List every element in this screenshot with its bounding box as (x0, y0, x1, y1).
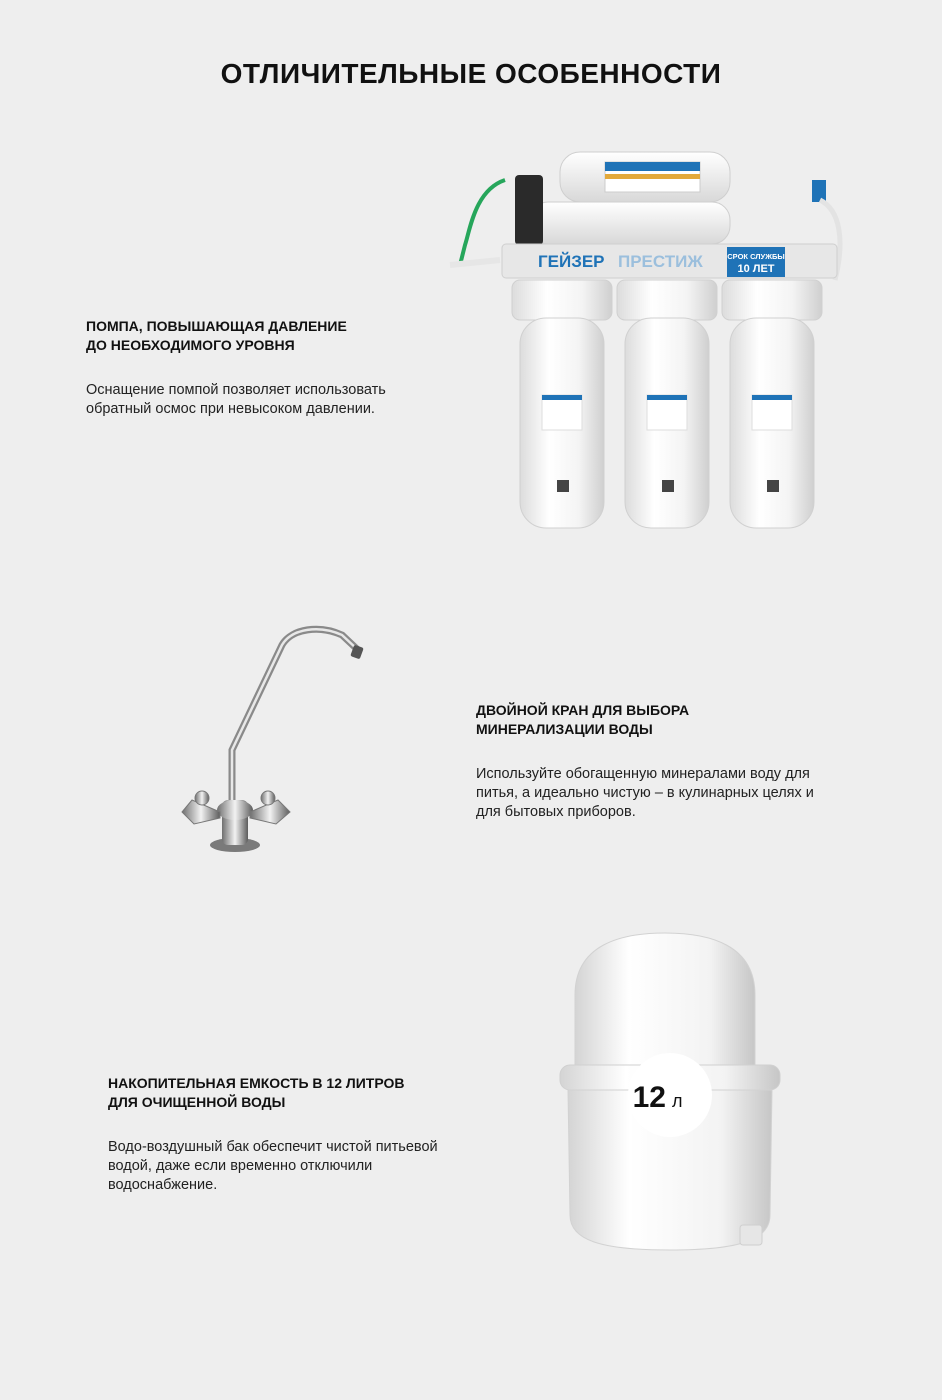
feature-description (476, 765, 876, 822)
brand-logo: ГЕЙЗЕР (538, 252, 605, 271)
feature-text-line: Используйте обогащенную минералами воду для (476, 766, 810, 782)
feature-text-line: Водо-воздушный бак обеспечит чистой питьевой (108, 1139, 438, 1155)
feature-title (108, 1074, 508, 1112)
feature-title-line: ДО НЕОБХОДИМОГО УРОВНЯ (86, 337, 295, 353)
storage-tank-image (540, 925, 800, 1270)
feature-title-line: ПОМПА, ПОВЫШАЮЩАЯ ДАВЛЕНИЕ (86, 318, 347, 334)
tank-volume-number: 12 (632, 1081, 666, 1114)
feature-description (86, 381, 446, 419)
service-life-label: СРОК СЛУЖБЫ (727, 252, 785, 261)
page-title: ОТЛИЧИТЕЛЬНЫЕ ОСОБЕННОСТИ (220, 58, 722, 89)
brand-logo-suffix: ПРЕСТИЖ (618, 252, 703, 271)
feature-text-line: водоснабжение. (108, 1177, 218, 1193)
feature-title-line: ДЛЯ ОЧИЩЕННОЙ ВОДЫ (108, 1094, 286, 1110)
feature-text-line: обратный осмос при невысоком давлении. (86, 401, 375, 417)
faucet-image (170, 620, 380, 860)
feature-tank (108, 1074, 508, 1195)
feature-text-line: питья, а идеально чистую – в кулинарных целях и (476, 785, 814, 801)
feature-text-line: водой, даже если временно отключили (108, 1158, 373, 1174)
tank-volume-unit: л (672, 1091, 683, 1111)
filter-system-image (440, 140, 880, 550)
feature-title-line: НАКОПИТЕЛЬНАЯ ЕМКОСТЬ В 12 ЛИТРОВ (108, 1075, 405, 1091)
feature-description (108, 1138, 508, 1195)
feature-title-line: ДВОЙНОЙ КРАН ДЛЯ ВЫБОРА (476, 702, 690, 718)
feature-faucet (476, 701, 876, 822)
feature-title-line: МИНЕРАЛИЗАЦИИ ВОДЫ (476, 721, 653, 737)
feature-pump (86, 317, 446, 419)
service-life-value: 10 ЛЕТ (737, 263, 775, 275)
feature-title (476, 701, 876, 739)
feature-text-line: Оснащение помпой позволяет использовать (86, 382, 386, 398)
feature-text-line: для бытовых приборов. (476, 804, 636, 820)
feature-title (86, 317, 446, 355)
